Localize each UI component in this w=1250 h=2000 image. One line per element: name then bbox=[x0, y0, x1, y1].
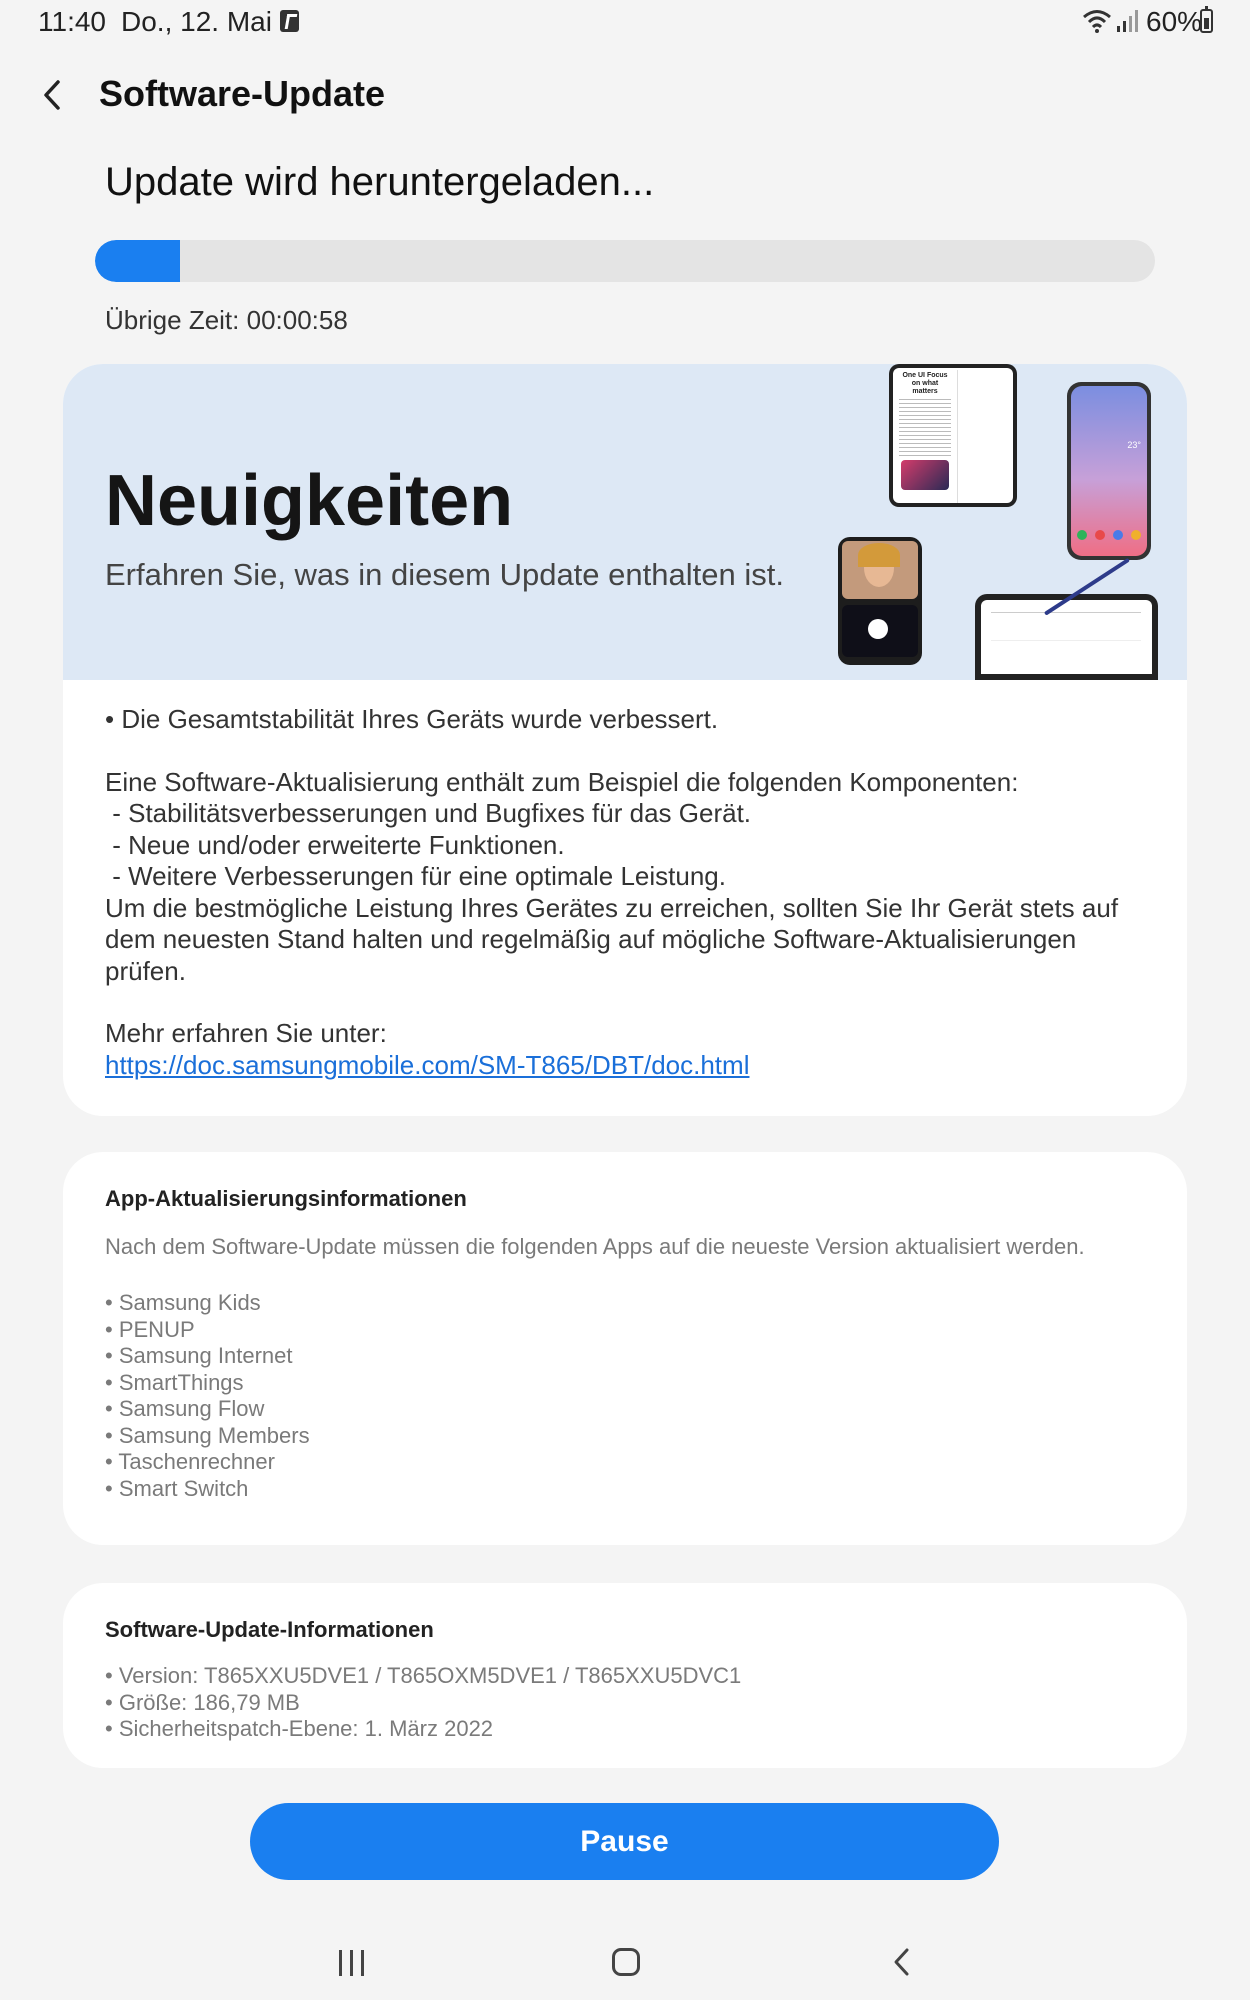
app-list-item: • Samsung Flow bbox=[105, 1396, 310, 1423]
whats-new-heading: Neuigkeiten bbox=[105, 461, 514, 541]
app-list bbox=[105, 1290, 310, 1502]
more-info-label: Mehr erfahren Sie unter: bbox=[105, 1018, 387, 1048]
release-notes bbox=[105, 704, 1155, 1081]
app-list-item: • Samsung Kids bbox=[105, 1290, 310, 1317]
progress-fill bbox=[95, 240, 180, 282]
phone-clock: 23° bbox=[1127, 440, 1141, 450]
navigation-bar bbox=[0, 1930, 1250, 2000]
app-update-info-card bbox=[63, 1152, 1187, 1545]
home-icon[interactable] bbox=[612, 1948, 640, 1976]
whats-new-card bbox=[63, 364, 1187, 1116]
tablet-with-pen-image bbox=[975, 594, 1158, 680]
status-time: 11:40 bbox=[38, 6, 106, 37]
app-list-item: • Samsung Members bbox=[105, 1423, 310, 1450]
remaining-time: Übrige Zeit: 00:00:58 bbox=[105, 305, 348, 335]
app-list-item: • Samsung Internet bbox=[105, 1343, 310, 1370]
media-icon bbox=[280, 10, 299, 32]
download-status: Update wird heruntergeladen... bbox=[105, 160, 655, 204]
software-update-info-list bbox=[105, 1663, 741, 1743]
foldable-phone-image bbox=[889, 364, 1017, 507]
app-list-item: • Smart Switch bbox=[105, 1476, 310, 1503]
flip-phone-image bbox=[838, 537, 922, 665]
release-notes-item: - Neue und/oder erweiterte Funktionen. bbox=[105, 829, 565, 860]
software-update-info-title: Software-Update-Informationen bbox=[105, 1617, 434, 1642]
release-notes-bullet: • Die Gesamtstabilität Ihres Geräts wurde verbessert. bbox=[105, 704, 719, 734]
wifi-icon bbox=[1082, 8, 1112, 34]
back-icon[interactable] bbox=[888, 1946, 916, 1978]
update-info-item: • Sicherheitspatch-Ebene: 1. März 2022 bbox=[105, 1716, 741, 1743]
app-update-info-description: Nach dem Software-Update müssen die folgenden Apps auf die neueste Version aktualisiert werden. bbox=[105, 1234, 1085, 1259]
status-bar bbox=[0, 0, 1250, 44]
back-arrow-icon[interactable] bbox=[30, 70, 80, 120]
status-date: Do., 12. Mai bbox=[121, 6, 272, 37]
release-notes-link[interactable]: https://doc.samsungmobile.com/SM-T865/DBT/doc.html bbox=[105, 1049, 750, 1080]
phone-screen-text: One UI Focus on what matters bbox=[902, 372, 948, 395]
app-update-info-title: App-Aktualisierungsinformationen bbox=[105, 1186, 467, 1211]
release-notes-item: - Stabilitätsverbesserungen und Bugfixes für das Gerät. bbox=[105, 798, 752, 828]
software-update-info-card bbox=[63, 1583, 1187, 1768]
release-notes-closing: Um die bestmögliche Leistung Ihres Gerätes zu erreichen, sollten Sie Ihr Gerät stets auf dem neuesten Stand halten und regelmäßig auf mögliche Software-Aktualisierungen prüfen. bbox=[105, 892, 1119, 986]
download-progress-bar bbox=[95, 240, 1155, 282]
smartphone-image bbox=[1067, 382, 1151, 560]
app-list-item: • PENUP bbox=[105, 1317, 310, 1344]
app-list-item: • SmartThings bbox=[105, 1370, 310, 1397]
pause-button[interactable]: Pause bbox=[250, 1803, 999, 1880]
battery-icon bbox=[1200, 9, 1213, 33]
whats-new-subtitle: Erfahren Sie, was in diesem Update enthalten ist. bbox=[105, 557, 784, 592]
release-notes-item: - Weitere Verbesserungen für eine optimale Leistung. bbox=[105, 861, 726, 891]
signal-icon bbox=[1115, 8, 1139, 34]
app-header bbox=[0, 60, 1250, 130]
recent-apps-icon[interactable] bbox=[337, 1950, 367, 1976]
update-info-item: • Version: T865XXU5DVE1 / T865OXM5DVE1 / T865XXU5DVC1 bbox=[105, 1663, 741, 1690]
release-notes-intro: Eine Software-Aktualisierung enthält zum Beispiel die folgenden Komponenten: bbox=[105, 766, 1019, 797]
update-info-item: • Größe: 186,79 MB bbox=[105, 1690, 741, 1717]
page-title: Software-Update bbox=[99, 73, 386, 114]
app-list-item: • Taschenrechner bbox=[105, 1449, 310, 1476]
battery-percentage: 60% bbox=[1146, 6, 1203, 37]
whats-new-banner bbox=[63, 364, 1187, 680]
